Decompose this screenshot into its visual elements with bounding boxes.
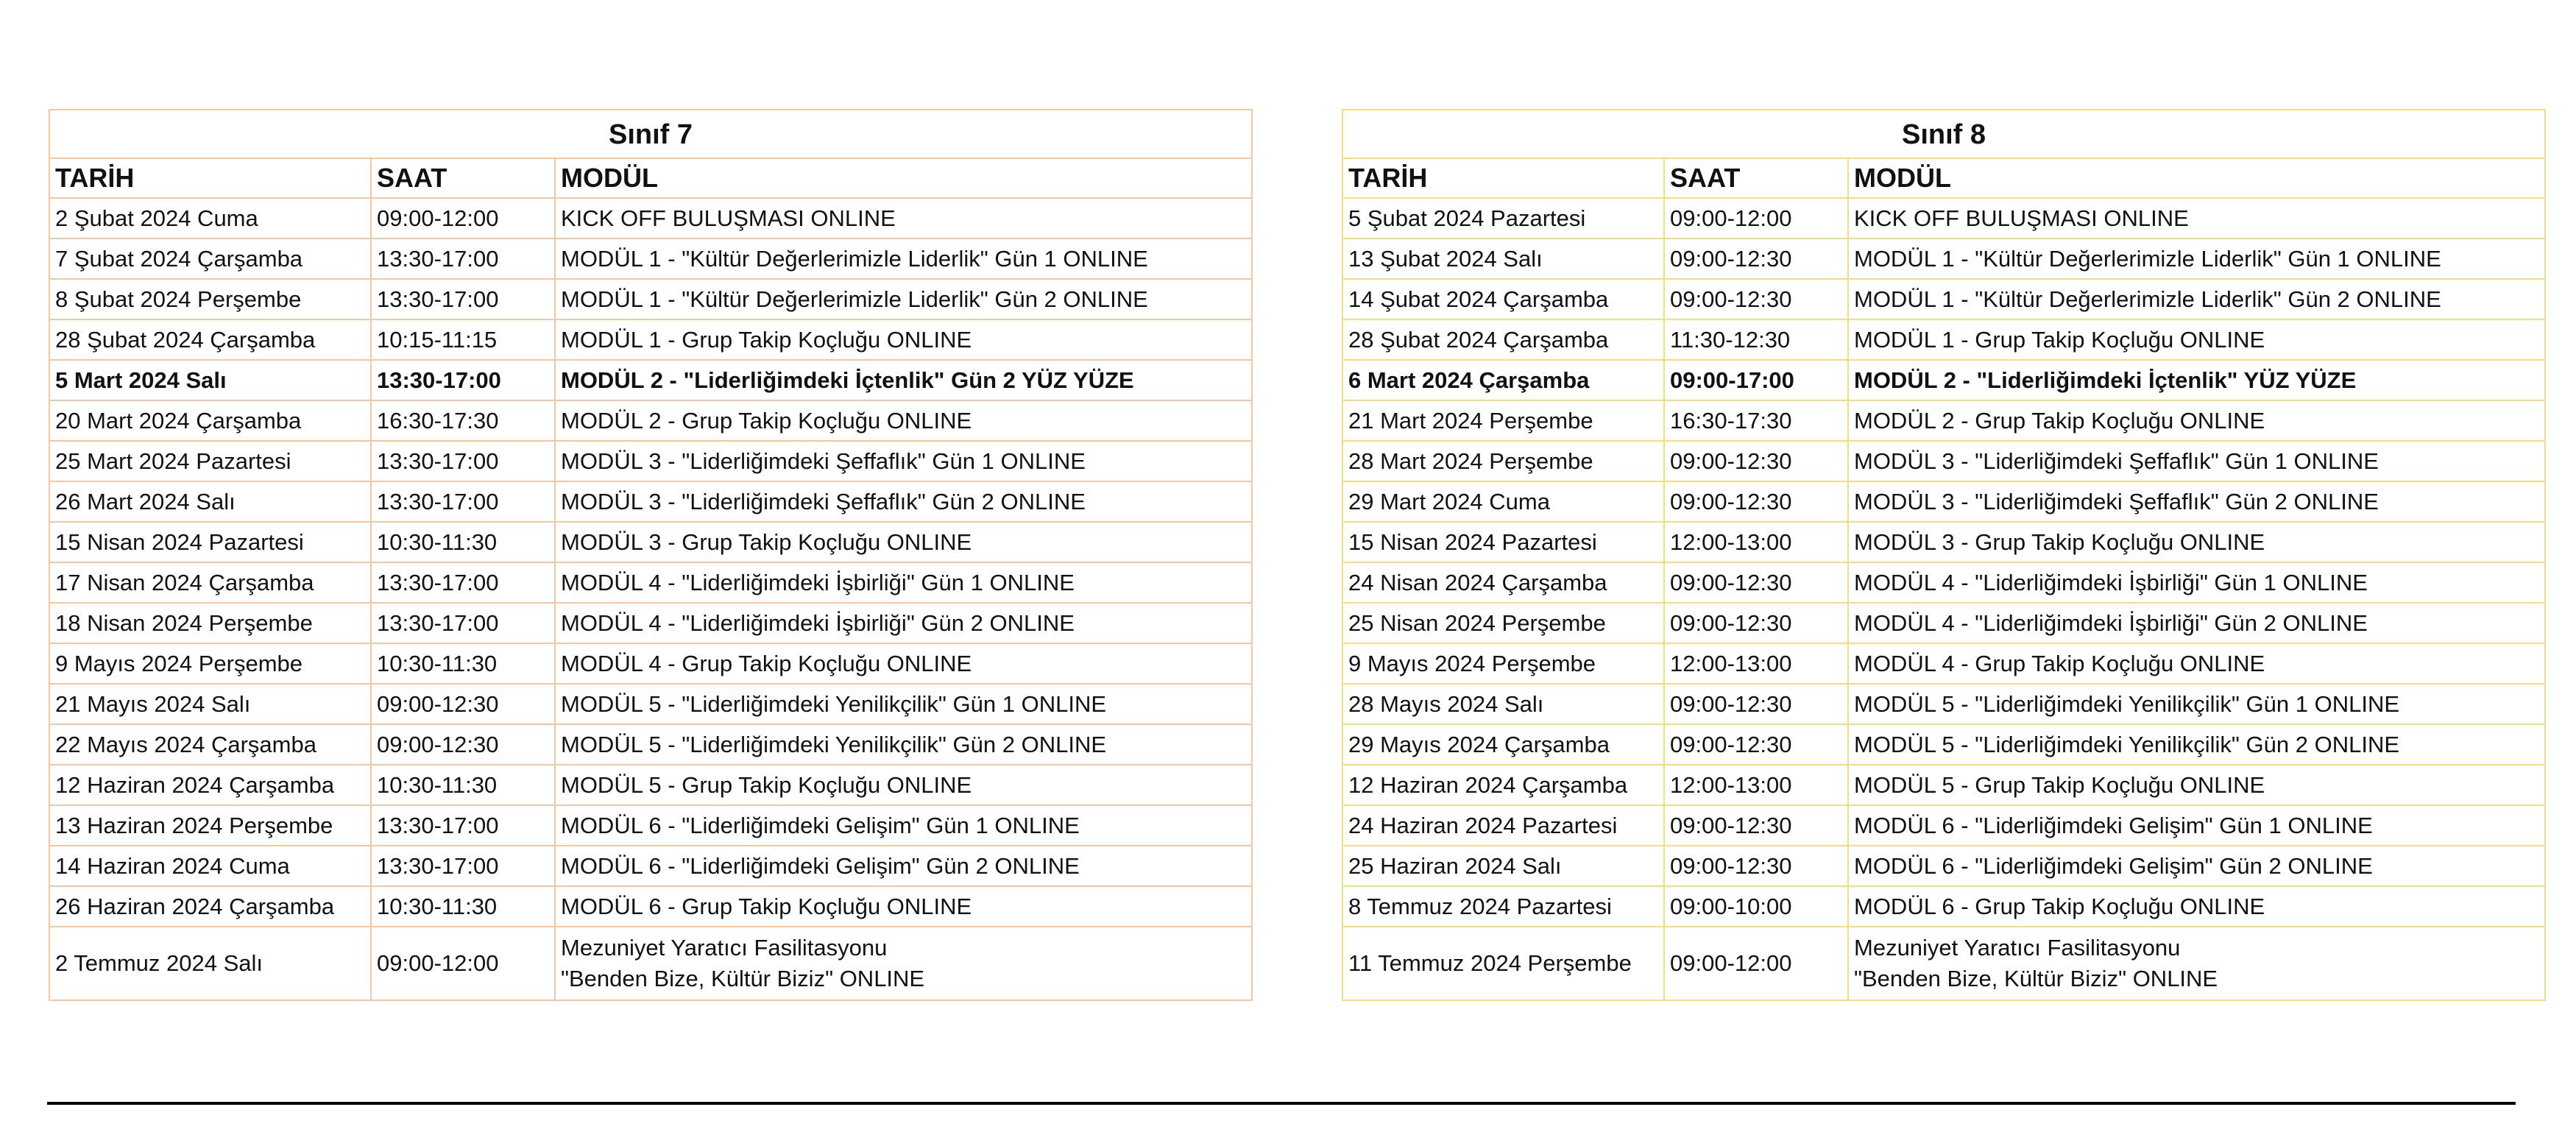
table-row bbox=[1342, 238, 2545, 279]
time-cell: 13:30-17:00 bbox=[371, 846, 555, 886]
time-cell: 09:00-17:00 bbox=[1664, 360, 1848, 400]
date-cell: 20 Mart 2024 Çarşamba bbox=[49, 400, 371, 441]
time-cell: 13:30-17:00 bbox=[371, 805, 555, 846]
table-row bbox=[1342, 805, 2545, 846]
modul-cell: MODÜL 2 - Grup Takip Koçluğu ONLINE bbox=[555, 400, 1252, 441]
table-row bbox=[49, 724, 1252, 765]
class7-schedule-table bbox=[49, 109, 1253, 1001]
time-cell: 10:30-11:30 bbox=[371, 643, 555, 684]
modul-cell: MODÜL 6 - "Liderliğimdeki Gelişim" Gün 1 ONLINE bbox=[555, 805, 1252, 846]
time-cell: 16:30-17:30 bbox=[1664, 400, 1848, 441]
date-cell: 8 Şubat 2024 Perşembe bbox=[49, 279, 371, 319]
modul-cell: Mezuniyet Yaratıcı Fasilitasyonu "Benden Bize, Kültür Biziz" ONLINE bbox=[1848, 927, 2545, 1000]
header-row bbox=[1342, 158, 2545, 198]
date-cell: 7 Şubat 2024 Çarşamba bbox=[49, 238, 371, 279]
time-cell: 10:30-11:30 bbox=[371, 522, 555, 562]
date-cell: 25 Nisan 2024 Perşembe bbox=[1342, 603, 1664, 643]
modul-cell: MODÜL 1 - "Kültür Değerlerimizle Liderlik" Gün 2 ONLINE bbox=[555, 279, 1252, 319]
table-row bbox=[1342, 684, 2545, 724]
table-row bbox=[49, 562, 1252, 603]
table-row bbox=[1342, 400, 2545, 441]
time-cell: 12:00-13:00 bbox=[1664, 765, 1848, 805]
time-cell: 10:30-11:30 bbox=[371, 765, 555, 805]
time-cell: 09:00-12:30 bbox=[1664, 562, 1848, 603]
column-header-date: TARİH bbox=[1342, 158, 1664, 198]
header-row bbox=[49, 158, 1252, 198]
modul-cell: MODÜL 6 - "Liderliğimdeki Gelişim" Gün 2 ONLINE bbox=[1848, 846, 2545, 886]
column-header-time: SAAT bbox=[1664, 158, 1848, 198]
time-cell: 13:30-17:00 bbox=[371, 562, 555, 603]
table-row bbox=[1342, 886, 2545, 927]
modul-cell: MODÜL 3 - "Liderliğimdeki Şeffaflık" Gün 1 ONLINE bbox=[1848, 441, 2545, 481]
table-row bbox=[49, 927, 1252, 1000]
table-row bbox=[49, 360, 1252, 400]
table-row bbox=[1342, 927, 2545, 1000]
modul-cell: MODÜL 5 - "Liderliğimdeki Yenilikçilik" Gün 1 ONLINE bbox=[555, 684, 1252, 724]
date-cell: 21 Mart 2024 Perşembe bbox=[1342, 400, 1664, 441]
date-cell: 24 Haziran 2024 Pazartesi bbox=[1342, 805, 1664, 846]
date-cell: 18 Nisan 2024 Perşembe bbox=[49, 603, 371, 643]
time-cell: 09:00-12:30 bbox=[1664, 238, 1848, 279]
modul-cell: MODÜL 1 - "Kültür Değerlerimizle Liderlik" Gün 2 ONLINE bbox=[1848, 279, 2545, 319]
modul-cell: MODÜL 1 - "Kültür Değerlerimizle Liderlik" Gün 1 ONLINE bbox=[555, 238, 1252, 279]
time-cell: 10:15-11:15 bbox=[371, 319, 555, 360]
column-header-module: MODÜL bbox=[1848, 158, 2545, 198]
modul-cell: MODÜL 2 - "Liderliğimdeki İçtenlik" Gün 2 YÜZ YÜZE bbox=[555, 360, 1252, 400]
date-cell: 12 Haziran 2024 Çarşamba bbox=[49, 765, 371, 805]
table-row bbox=[1342, 319, 2545, 360]
time-cell: 09:00-12:30 bbox=[1664, 603, 1848, 643]
column-header-time: SAAT bbox=[371, 158, 555, 198]
modul-cell: MODÜL 4 - "Liderliğimdeki İşbirliği" Gün 2 ONLINE bbox=[555, 603, 1252, 643]
modul-cell: Mezuniyet Yaratıcı Fasilitasyonu "Benden Bize, Kültür Biziz" ONLINE bbox=[555, 927, 1252, 1000]
table-title: Sınıf 7 bbox=[49, 110, 1252, 158]
date-cell: 8 Temmuz 2024 Pazartesi bbox=[1342, 886, 1664, 927]
time-cell: 09:00-12:00 bbox=[371, 927, 555, 1000]
table-title-row bbox=[1342, 110, 2545, 158]
modul-cell: MODÜL 4 - Grup Takip Koçluğu ONLINE bbox=[1848, 643, 2545, 684]
table-title: Sınıf 8 bbox=[1342, 110, 2545, 158]
time-cell: 13:30-17:00 bbox=[371, 441, 555, 481]
date-cell: 6 Mart 2024 Çarşamba bbox=[1342, 360, 1664, 400]
modul-cell: MODÜL 6 - "Liderliğimdeki Gelişim" Gün 1 ONLINE bbox=[1848, 805, 2545, 846]
time-cell: 12:00-13:00 bbox=[1664, 522, 1848, 562]
modul-cell: MODÜL 5 - "Liderliğimdeki Yenilikçilik" Gün 2 ONLINE bbox=[1848, 724, 2545, 765]
time-cell: 16:30-17:30 bbox=[371, 400, 555, 441]
time-cell: 09:00-12:30 bbox=[1664, 279, 1848, 319]
date-cell: 28 Şubat 2024 Çarşamba bbox=[1342, 319, 1664, 360]
date-cell: 28 Mart 2024 Perşembe bbox=[1342, 441, 1664, 481]
modul-cell: MODÜL 2 - "Liderliğimdeki İçtenlik" YÜZ YÜZE bbox=[1848, 360, 2545, 400]
date-cell: 13 Şubat 2024 Salı bbox=[1342, 238, 1664, 279]
time-cell: 09:00-10:00 bbox=[1664, 886, 1848, 927]
date-cell: 21 Mayıs 2024 Salı bbox=[49, 684, 371, 724]
table-row bbox=[1342, 724, 2545, 765]
class8-schedule-table bbox=[1342, 109, 2546, 1001]
date-cell: 14 Haziran 2024 Cuma bbox=[49, 846, 371, 886]
time-cell: 13:30-17:00 bbox=[371, 238, 555, 279]
date-cell: 26 Mart 2024 Salı bbox=[49, 481, 371, 522]
time-cell: 13:30-17:00 bbox=[371, 603, 555, 643]
table-row bbox=[49, 481, 1252, 522]
table-row bbox=[1342, 562, 2545, 603]
table-row bbox=[1342, 603, 2545, 643]
date-cell: 13 Haziran 2024 Perşembe bbox=[49, 805, 371, 846]
time-cell: 09:00-12:30 bbox=[371, 724, 555, 765]
date-cell: 15 Nisan 2024 Pazartesi bbox=[49, 522, 371, 562]
time-cell: 09:00-12:00 bbox=[1664, 198, 1848, 238]
date-cell: 5 Mart 2024 Salı bbox=[49, 360, 371, 400]
time-cell: 10:30-11:30 bbox=[371, 886, 555, 927]
time-cell: 09:00-12:00 bbox=[1664, 927, 1848, 1000]
time-cell: 09:00-12:30 bbox=[1664, 441, 1848, 481]
time-cell: 09:00-12:30 bbox=[1664, 481, 1848, 522]
date-cell: 9 Mayıs 2024 Perşembe bbox=[1342, 643, 1664, 684]
date-cell: 28 Mayıs 2024 Salı bbox=[1342, 684, 1664, 724]
date-cell: 17 Nisan 2024 Çarşamba bbox=[49, 562, 371, 603]
date-cell: 26 Haziran 2024 Çarşamba bbox=[49, 886, 371, 927]
date-cell: 15 Nisan 2024 Pazartesi bbox=[1342, 522, 1664, 562]
table-row bbox=[1342, 360, 2545, 400]
table-row bbox=[1342, 643, 2545, 684]
table-row bbox=[1342, 765, 2545, 805]
time-cell: 09:00-12:30 bbox=[1664, 684, 1848, 724]
modul-cell: KICK OFF BULUŞMASI ONLINE bbox=[1848, 198, 2545, 238]
time-cell: 13:30-17:00 bbox=[371, 279, 555, 319]
modul-cell: MODÜL 6 - Grup Takip Koçluğu ONLINE bbox=[1848, 886, 2545, 927]
table-row bbox=[49, 684, 1252, 724]
date-cell: 25 Mart 2024 Pazartesi bbox=[49, 441, 371, 481]
time-cell: 09:00-12:30 bbox=[1664, 846, 1848, 886]
table-row bbox=[49, 279, 1252, 319]
modul-cell: MODÜL 4 - Grup Takip Koçluğu ONLINE bbox=[555, 643, 1252, 684]
time-cell: 09:00-12:00 bbox=[371, 198, 555, 238]
table-row bbox=[49, 198, 1252, 238]
modul-cell: MODÜL 1 - Grup Takip Koçluğu ONLINE bbox=[1848, 319, 2545, 360]
time-cell: 09:00-12:30 bbox=[1664, 805, 1848, 846]
table-row bbox=[49, 886, 1252, 927]
date-cell: 9 Mayıs 2024 Perşembe bbox=[49, 643, 371, 684]
column-header-date: TARİH bbox=[49, 158, 371, 198]
modul-cell: MODÜL 4 - "Liderliğimdeki İşbirliği" Gün 1 ONLINE bbox=[1848, 562, 2545, 603]
bottom-divider bbox=[47, 1102, 2516, 1105]
table-row bbox=[1342, 279, 2545, 319]
modul-cell: MODÜL 6 - "Liderliğimdeki Gelişim" Gün 2 ONLINE bbox=[555, 846, 1252, 886]
date-cell: 11 Temmuz 2024 Perşembe bbox=[1342, 927, 1664, 1000]
time-cell: 11:30-12:30 bbox=[1664, 319, 1848, 360]
date-cell: 14 Şubat 2024 Çarşamba bbox=[1342, 279, 1664, 319]
table-row bbox=[49, 603, 1252, 643]
table-row bbox=[49, 400, 1252, 441]
time-cell: 13:30-17:00 bbox=[371, 360, 555, 400]
time-cell: 09:00-12:30 bbox=[1664, 724, 1848, 765]
table-row bbox=[49, 238, 1252, 279]
table-row bbox=[49, 643, 1252, 684]
modul-cell: MODÜL 3 - "Liderliğimdeki Şeffaflık" Gün 2 ONLINE bbox=[555, 481, 1252, 522]
modul-cell: MODÜL 5 - "Liderliğimdeki Yenilikçilik" Gün 1 ONLINE bbox=[1848, 684, 2545, 724]
table-row bbox=[49, 522, 1252, 562]
modul-cell: MODÜL 1 - "Kültür Değerlerimizle Liderlik" Gün 1 ONLINE bbox=[1848, 238, 2545, 279]
modul-cell: MODÜL 4 - "Liderliğimdeki İşbirliği" Gün 2 ONLINE bbox=[1848, 603, 2545, 643]
date-cell: 12 Haziran 2024 Çarşamba bbox=[1342, 765, 1664, 805]
date-cell: 2 Şubat 2024 Cuma bbox=[49, 198, 371, 238]
date-cell: 5 Şubat 2024 Pazartesi bbox=[1342, 198, 1664, 238]
modul-cell: MODÜL 3 - "Liderliğimdeki Şeffaflık" Gün 2 ONLINE bbox=[1848, 481, 2545, 522]
modul-cell: MODÜL 5 - Grup Takip Koçluğu ONLINE bbox=[555, 765, 1252, 805]
table-title-row bbox=[49, 110, 1252, 158]
modul-cell: MODÜL 2 - Grup Takip Koçluğu ONLINE bbox=[1848, 400, 2545, 441]
date-cell: 25 Haziran 2024 Salı bbox=[1342, 846, 1664, 886]
date-cell: 22 Mayıs 2024 Çarşamba bbox=[49, 724, 371, 765]
time-cell: 12:00-13:00 bbox=[1664, 643, 1848, 684]
table-row bbox=[49, 805, 1252, 846]
table-row bbox=[49, 765, 1252, 805]
table-row bbox=[49, 846, 1252, 886]
table-row bbox=[1342, 441, 2545, 481]
table-row bbox=[1342, 522, 2545, 562]
date-cell: 29 Mayıs 2024 Çarşamba bbox=[1342, 724, 1664, 765]
date-cell: 29 Mart 2024 Cuma bbox=[1342, 481, 1664, 522]
table-row bbox=[1342, 846, 2545, 886]
modul-cell: MODÜL 4 - "Liderliğimdeki İşbirliği" Gün 1 ONLINE bbox=[555, 562, 1252, 603]
date-cell: 28 Şubat 2024 Çarşamba bbox=[49, 319, 371, 360]
modul-cell: KICK OFF BULUŞMASI ONLINE bbox=[555, 198, 1252, 238]
table-row bbox=[1342, 481, 2545, 522]
date-cell: 2 Temmuz 2024 Salı bbox=[49, 927, 371, 1000]
modul-cell: MODÜL 3 - Grup Takip Koçluğu ONLINE bbox=[1848, 522, 2545, 562]
column-header-module: MODÜL bbox=[555, 158, 1252, 198]
modul-cell: MODÜL 3 - "Liderliğimdeki Şeffaflık" Gün 1 ONLINE bbox=[555, 441, 1252, 481]
date-cell: 24 Nisan 2024 Çarşamba bbox=[1342, 562, 1664, 603]
modul-cell: MODÜL 5 - "Liderliğimdeki Yenilikçilik" Gün 2 ONLINE bbox=[555, 724, 1252, 765]
time-cell: 09:00-12:30 bbox=[371, 684, 555, 724]
table-row bbox=[49, 319, 1252, 360]
modul-cell: MODÜL 3 - Grup Takip Koçluğu ONLINE bbox=[555, 522, 1252, 562]
modul-cell: MODÜL 1 - Grup Takip Koçluğu ONLINE bbox=[555, 319, 1252, 360]
table-row bbox=[1342, 198, 2545, 238]
table-row bbox=[49, 441, 1252, 481]
modul-cell: MODÜL 6 - Grup Takip Koçluğu ONLINE bbox=[555, 886, 1252, 927]
modul-cell: MODÜL 5 - Grup Takip Koçluğu ONLINE bbox=[1848, 765, 2545, 805]
time-cell: 13:30-17:00 bbox=[371, 481, 555, 522]
